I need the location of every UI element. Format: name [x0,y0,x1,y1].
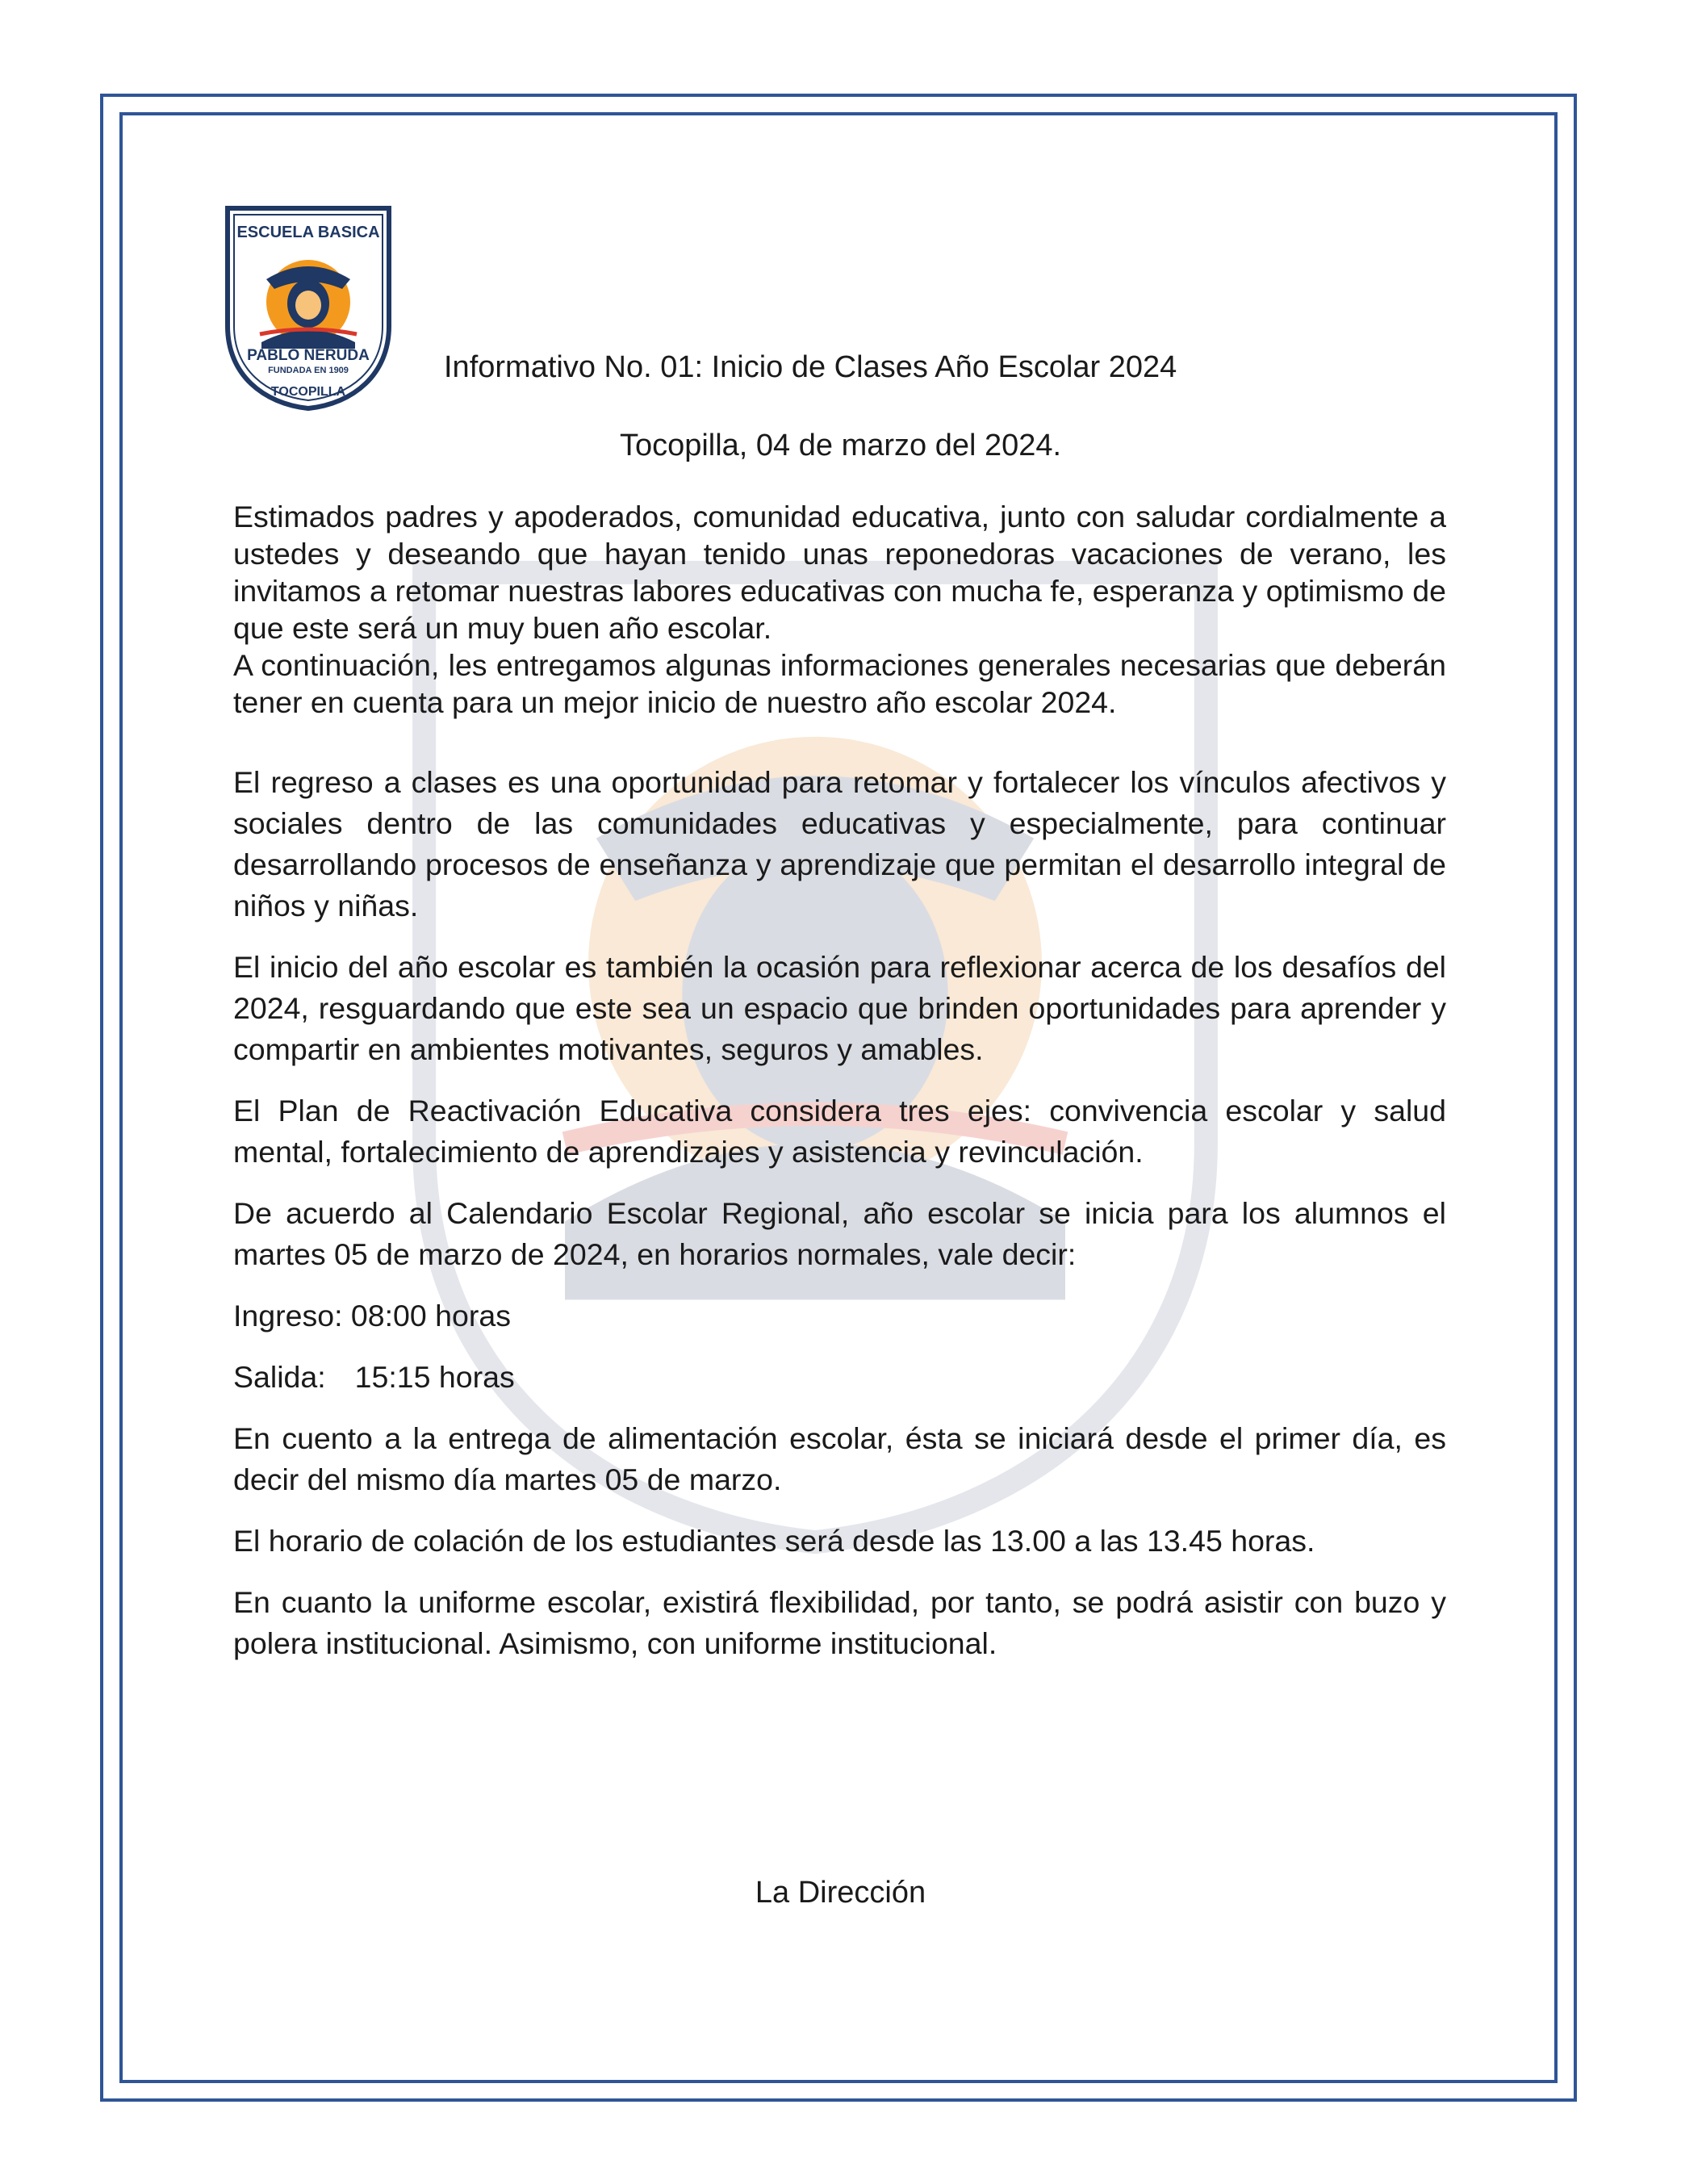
schedule-ingreso [233,1295,1446,1337]
paragraph-plan: El Plan de Reactivación Educativa considera tres ejes: convivencia escolar y salud mental, fortalecimiento de aprendizajes y asistencia y revinculación. [233,1094,1446,1169]
date-line: Tocopilla, 04 de marzo del 2024. [619,429,1062,462]
school-logo [224,205,392,412]
signature: La Dirección [755,1876,926,1910]
paragraph-inicio: El inicio del año escolar es también la ocasión para reflexionar acerca de los desafíos del 2024, resguardando que este sea un espacio que brinden oportunidades para aprender y compartir en ambientes motivantes, seguros y amables. [233,950,1446,1066]
document-body [233,498,1446,1664]
logo-name: PABLO NERUDA [247,347,370,364]
schedule-salida [233,1357,1446,1398]
salida-value: 15:15 horas [354,1360,515,1394]
intro-paragraph: Estimados padres y apoderados, comunidad educativa, junto con saludar cordialmente a ustedes y deseando que hayan tenido unas reponedoras vacaciones de verano, les invitamos a retomar nuestras labores educativas con mucha fe, esperanza y optimismo de que este será un muy buen año escolar. [233,500,1446,645]
paragraph-alimentacion: En cuento a la entrega de alimentación escolar, ésta se iniciará desde el primer día, es decir del mismo día martes 05 de marzo. [233,1421,1446,1496]
paragraph-regreso: El regreso a clases es una oportunidad para retomar y fortalecer los vínculos afectivos y sociales dentro de las comunidades educativas y especialmente, para continuar desarrollando procesos de enseñanza y aprendizaje que permitan el desarrollo integral de niños y niñas. [233,765,1446,923]
logo-top-text: ESCUELA BASICA [236,224,380,241]
paragraph-uniforme: En cuanto la uniforme escolar, existirá flexibilidad, por tanto, se podrá asistir con buzo y polera institucional. Asimismo, con uniforme institucional. [233,1585,1446,1660]
logo-founded: FUNDADA EN 1909 [268,366,349,375]
salida-label: Salida: [233,1360,326,1394]
ingreso-label: Ingreso: [233,1299,343,1333]
document-heading: Informativo No. 01: Inicio de Clases Año Escolar 2024 [444,350,1177,384]
paragraph-colacion: El horario de colación de los estudiantes será desde las 13.00 a las 13.45 horas. [233,1524,1315,1558]
ingreso-value: 08:00 horas [350,1299,511,1333]
intro-continuation: A continuación, les entregamos algunas informaciones generales necesarias que deberán tener en cuenta para un mejor inicio de nuestro año escolar 2024. [233,648,1446,719]
logo-city: TOCOPILLA [270,385,346,399]
paragraph-calendario: De acuerdo al Calendario Escolar Regional, año escolar se inicia para los alumnos el martes 05 de marzo de 2024, en horarios normales, vale decir: [233,1196,1446,1271]
